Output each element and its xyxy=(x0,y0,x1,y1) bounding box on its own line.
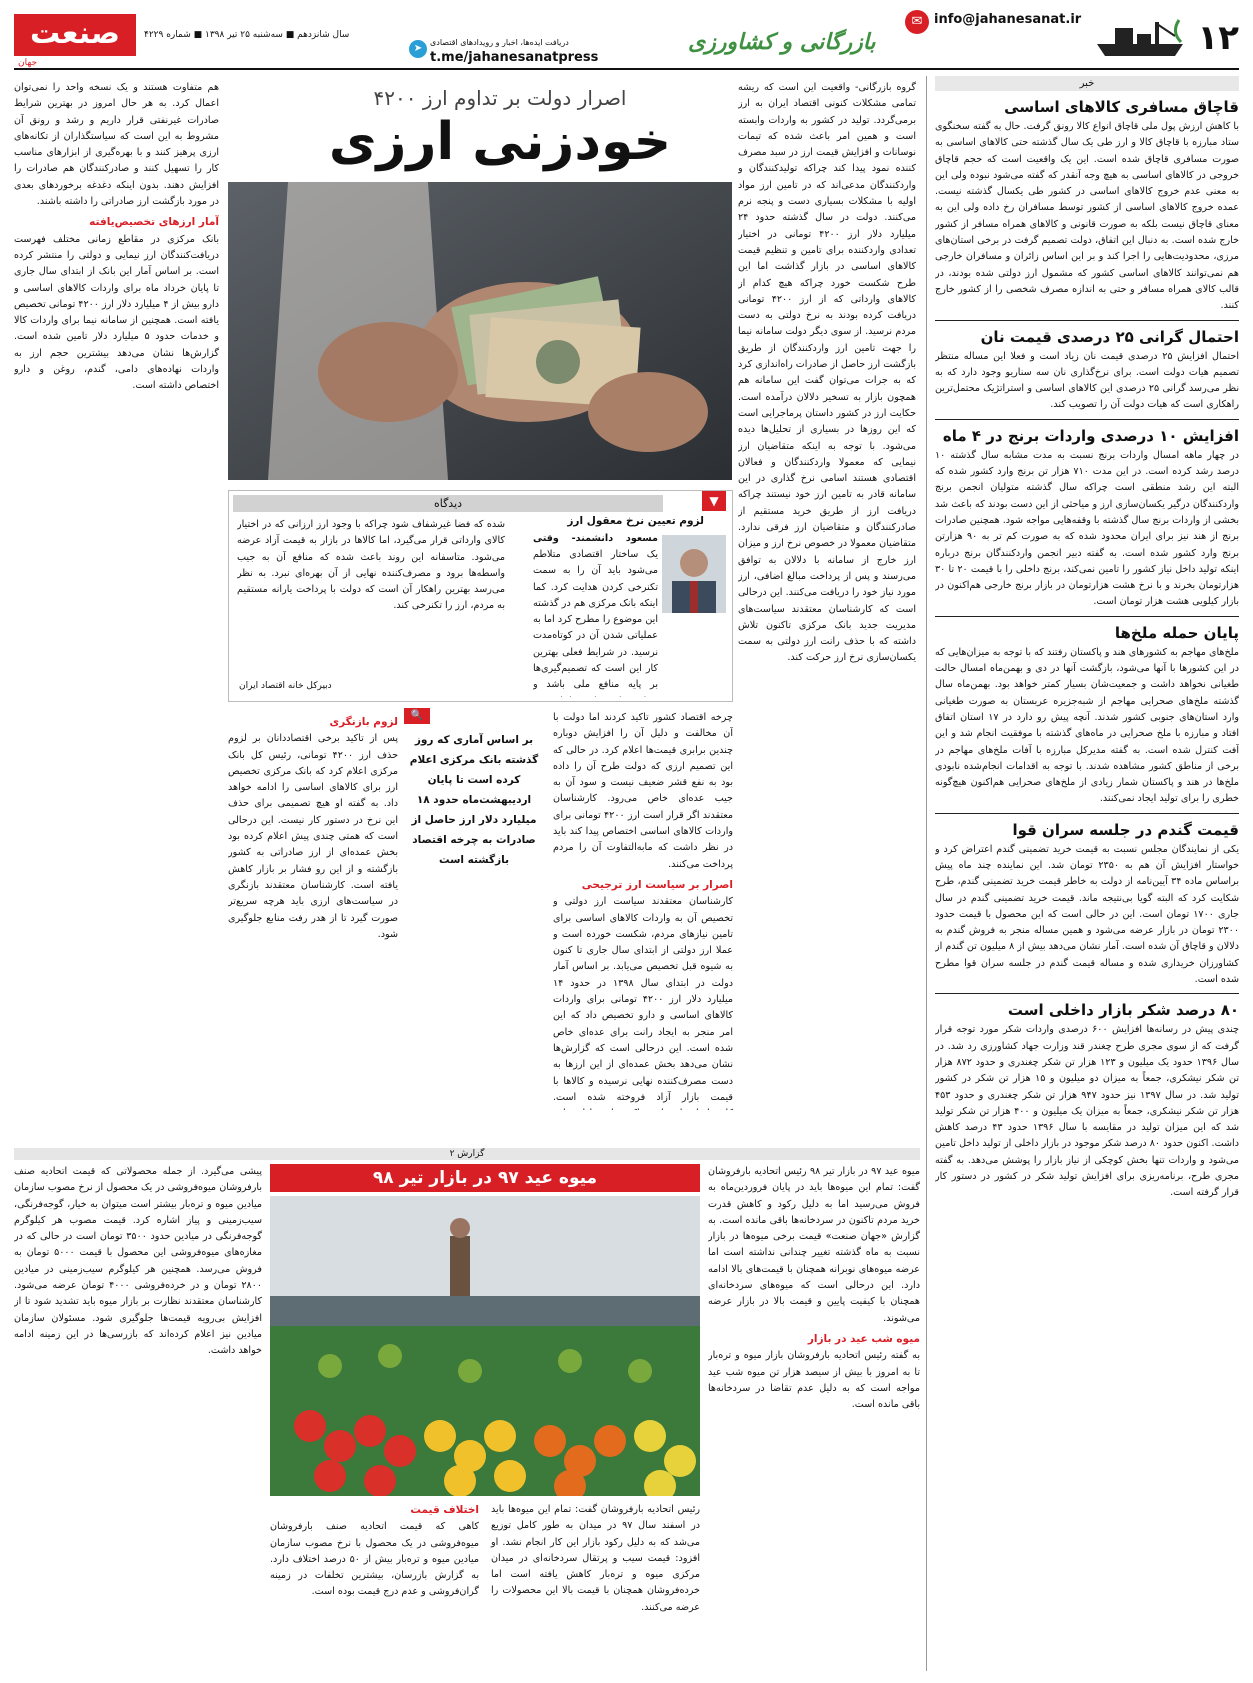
article-col-2b-text: کارشناسان معتقدند سیاست ارز دولتی و تخصیص آن به واردات کالاهای اساسی برای تامین نیازهای مردم، شکست خورده است و عملا ارز دولتی از ابتدای سال جاری تا کنون به شیوه قبل تخصیص می‌یابد. بر اساس آمار دولت در ابتدای سال ۱۳۹۸ در حدود ۱۴ میلیارد دلار ارز ۴۲۰۰ تومانی برای واردات کالاهای اساسی و دارو تخصیص داد که این امر منجر به ایجاد رانت برای عده‌ای خاص شده است. این درحالی است که گزارش‌ها نشان می‌دهد بخش عمده‌ای از این ارزها به دست مصرف‌کننده نهایی نرسیده و کالاها با قیمت بازار آزاد فروخته شده است. xyxy=(553,896,733,1103)
quote-text: بر اساس آماری که روز گذشته بانک مرکزی اعلام کرده است تا پایان اردیبهشت‌ماه حدود ۱۸ میلیارد دلار ارز حاصل از صادرات به چرخه اقتصاد بازگشته است xyxy=(409,734,539,866)
article-headline: خودزنی ارزی xyxy=(328,112,672,172)
article-kicker: اصرار دولت بر تداوم ارز ۴۲۰۰ xyxy=(373,86,627,110)
news-item xyxy=(935,623,1239,808)
report-col-2 xyxy=(270,1502,700,1674)
email-icon: ✉ xyxy=(905,10,929,34)
money-photo xyxy=(228,182,732,480)
email-address[interactable]: info@jahanesanat.ir xyxy=(934,12,1082,27)
news-body: در چهار ماهه امسال واردات برنج نسبت به مدت مشابه سال گذشته ۱۰ درصد رشد کرده است. در این مدت ۷۱۰ هزار تن برنج وارد کشور شده که البته این رشد منطقی است چراکه سال گذشته متولیان انجمن برنج واردکنندگان درگیر یکسان‌سازی ارز و میاحثی از این دست بودند که باعث شد بخشی از واردات برنج سال گذشته با وقفه‌هایی مواجه شود. همچنین صادرات برنج از هند نیز برای ایران محدود شده که به صورت کم تر به ۹۰ هزارتن برنج وارد کشور شده است. به گفته دبیر انجمن واردکنندگان برنج درباره اینکه تولید داخل نیاز کشور را تامین نمی‌کند، برنج داخلی را با قیمت ۲۰ تا ۳۰ هزارتومان بخرند و با نرخ هشت هزارتومان در بازار برنج خارجی هم‌اکنون در بازار کیلویی هشت هزار تومان است. xyxy=(935,449,1239,608)
quote-icon: 🔍 xyxy=(404,708,430,724)
subhead: لزوم بازنگری xyxy=(329,716,398,728)
report-col-2-text: رئیس اتحادیه بارفروشان گفت: تمام این میوه‌ها باید در اسفند سال ۹۷ در میدان به طور کامل توزیع می‌شد که به دلیل رکود بازار این کار انجام نشد. او افزود: قیمت سیب و پرتقال سردخانه‌ای در میدان مرکزی میوه و تره‌بار کاهش یافته است اما خرده‌فروشان همچنان با قیمت بالا این محصولات را عرضه می‌کنند. xyxy=(491,1504,700,1613)
subhead: اختلاف قیمت xyxy=(410,1504,479,1516)
news-title: پایان حمله ملخ‌ها xyxy=(1114,623,1239,642)
section-title: بازرگانی و کشاورزی xyxy=(688,30,876,55)
telegram-label: دریافت ایده‌ها، اخبار و رویدادهای اقتصادی xyxy=(430,38,569,47)
opinion-title: لزوم تعیین نرخ معقول ارز xyxy=(567,515,704,527)
news-body: با کاهش ارزش پول ملی قاچاق انواع کالا رونق گرفت. حال به گفته سخنگوی ستاد مبارزه با قاچاق کالا و ارز طی یک سال گذشته حتی کالاهای اساسی به صورت مسافری قاچاق شده است. این یک واقعیت است که حجم قاچاق خروجی در کالاهای اساسی به هیچ وجه آنقدر که گفته می‌شود نبوده ولی این به معنی عدم خروج کالاهای اساسی در کشور طی یکسال گذشته نیست. عمده خروج کالاهای اساسی از کشور توسط مسافران رخ داده ولی این به معنای قاچاق نیست بلکه به صورت قانونی و کالاهای همراه مسافر از کشور خارج شده است. به دنبال این اتفاق، دولت تصمیم گرفت در برخی استان‌های مرزی، محدودیت‌هایی را اجرا کند و بر این اساس زائران و مسافران خارجی هم نمی‌توانند کالاهای اساسی کشور که مشمول ارز دولتی شده بودند، در قالب کالای همراه مسافر و حتی به اندازه مصرف شخصی را از کشور خارج کنند. xyxy=(935,121,1239,312)
page-number: ۱۲ xyxy=(1197,18,1239,58)
quote-box xyxy=(404,708,544,878)
article-col-4 xyxy=(14,80,219,1110)
opinion-text-2: شده که فضا غیرشفاف شود چراکه با وجود ارز ارزانی که در اختیار کالای وارداتی قرار می‌گیرد، اما کالاها در بازار به قیمت آزاد عرضه می‌شود. متاسفانه این روند باعث شده که منافع آن به جیب واسطه‌ها برود و مصرف‌کننده نهایی از آن بهره‌ای نبرد. به نظر می‌رسد بهترین راهکار آن است که دولت با پرداخت یارانه مستقیم به مردم، ارز را تکنرخی کند. xyxy=(237,519,505,612)
ship-logo-icon xyxy=(1095,14,1185,60)
news-body: یکی از نمایندگان مجلس نسبت به قیمت خرید تضمینی گندم اعتراض کرد و خواستار افزایش آن هم به ۲۳۵۰ تومان شد. این نماینده چند ماه پیش براساس ماده ۳۴ آیین‌نامه از دولت به خاطر قیمت خرید تضمینی گندم، طرح شکایت کرد که البته گویا بی‌نتیجه ماند. قیمت خرید تضمینی گندم در سال جاری ۱۷۰۰ تومان است. این در حالی است که این محصول با قیمت حدود ۲۳۰۰ تومان در بازار عرضه می‌شود و همین مساله منجر به فروش گندم به دلالان و قاچاق آن شده است. آمار نشان می‌دهد بیش از ۸ میلیون تن گندم از کشاورزان خریداری شده و مساله قیمت گندم در جلسه سران قوا مطرح شده است. xyxy=(935,843,1239,986)
report-title-bar xyxy=(270,1164,700,1192)
news-item xyxy=(935,1000,1239,1201)
news-item xyxy=(935,327,1239,414)
news-title: افزایش ۱۰ درصدی واردات برنج در ۴ ماه xyxy=(942,426,1239,445)
news-title: قیمت گندم در جلسه سران قوا xyxy=(1012,820,1239,839)
issue-line: سال شانزدهم ■ سه‌شنبه ۲۵ تیر ۱۳۹۸ ■ شماره ۴۲۲۹ xyxy=(144,30,350,40)
news-item xyxy=(935,426,1239,611)
column-divider xyxy=(926,76,927,1671)
opinion-signature: دبیرکل خانه اقتصاد ایران xyxy=(239,681,332,691)
article-col-3-text: پس از تاکید برخی اقتصاددانان بر لزوم حذف ارز ۴۲۰۰ تومانی، رئیس کل بانک مرکزی اعلام کرد که بانک مرکزی تخصیص ارز برای کالاهای اساسی را ادامه خواهد داد. به گفته او هیچ تصمیمی برای حذف این نرخ در دستور کار نیست. این درحالی است که همتی چندی پیش اعلام کرده بود بخش عمده‌ای از ارز صادراتی به کشور بازگشته و از این رو فشار بر بازار کاهش یافته است. کارشناسان معتقدند بازنگری در سیاست‌های ارزی باید هرچه سریع‌تر صورت گیرد تا از هدر رفت منابع جلوگیری شود. xyxy=(228,733,398,940)
article-col-4b-text: بانک مرکزی در مقاطع زمانی مختلف فهرست دریافت‌کنندگان ارز نیمایی و دولتی را منتشر کرده است. بر اساس آمار این بانک از ابتدای سال جاری تا پایان خرداد ماه برای واردات کالاهای اساسی و دارو بیش از ۴ میلیارد دلار ارز ۴۲۰۰ تومانی تخصیص یافته است. همچنین از سامانه نیما برای واردات کالا و خدمات حدود ۵ میلیارد دلار تامین شده است. گزارش‌ها نشان می‌دهد بیشترین حجم ارز به واردات نهاده‌های دامی، گندم، روغن و دارو اختصاص داشته است. xyxy=(14,233,219,392)
news-body: احتمال افزایش ۲۵ درصدی قیمت نان زیاد است و فعلا این مساله منتظر تصمیم هیات دولت است. برای نرخ‌گذاری نان سه سناریو وجود دارد که به نظر می‌رسد گرانی ۲۵ درصدی این کالاهای اساسی و استراتژیک محتمل‌ترین راهکاری است که هیات دولت آن را تصویب کند. xyxy=(935,350,1239,411)
logo-text: صنعت xyxy=(30,16,120,51)
opinion-arrow-icon: ▼ xyxy=(702,491,726,511)
news-item xyxy=(935,97,1239,315)
news-label: خبر xyxy=(935,76,1239,91)
report-label: گزارش ۲ xyxy=(14,1148,920,1160)
article-col-1: گروه بازرگانی- واقعیت این است که ریشه تمامی مشکلات کنونی اقتصاد ایران به ارز برمی‌گردد. تولید در کشور به واردات وابسته است و همین امر باعث شده که تیمات نوسانات و افزایش قیمت ارز در سبد مصرف کننده نمود پیدا کند چراکه تولیدکنندگان و واردکنندگان مدعی‌اند که در تامین ارز مواد اولیه با مشکلات بسیاری دست و پنجه نرم می‌کنند. دولت در سال گذشته حدود ۲۴ میلیارد دلار ارز ۴۲۰۰ تومانی در اختیار تعدادی واردکننده برای تامین و تنظیم قیمت کالاهای اساسی در بازار گذاشت اما این طرح شکست خورد چراکه هیچ کدام از کالاهای وارداتی که از ارز ۴۲۰۰ تومانی دریافت کرده بودند به نرخ دولتی به دست مردم نرسید. از سوی دیگر دولت سامانه نیما را جهت تامین ارز واردکنندگان از طریق بازگشت ارز حاصل از صادرات راه‌اندازی کرد که به جرات می‌توان گفت این سامانه هم همچون بازار به تسخیر دلالان درآمده است. حکایت ارز در کشور داستان پرماجرایی است که این روزها در بسیاری از تحلیل‌ها دیده می‌شود. با توجه به اینکه متقاضیان ارز نیمایی که معمولا واردکنندگان و فعالان اقتصادی هستند اسامی نرخ گذاری در این سامانه قادر به تامین ارز خود نیستند چراکه دریافت ارز از طریق خرید مستقیم از صادرکنندگان و متقاضیان ارز فرقی ندارد. متقاضیان معمولا در خصوص نرخ ارز و میزان ارز خارج از سامانه با دلالان به توافق می‌رسند و پس از پرداخت مبالغ اضافی، ارز مورد نیاز خود را دریافت می‌کنند. این درحالی است که کارشناسان معتقدند سیاست‌های مدیریت جدید بانک مرکزی تاکنون تلاش داشته که با حذف رانت ارز دولتی به سمت یکسان‌سازی نرخ ارز حرکت کند. xyxy=(738,82,916,664)
opinion-author: مسعود دانشمند- وقتی xyxy=(533,533,658,544)
author-photo xyxy=(662,535,726,613)
telegram-icon: ➤ xyxy=(409,40,427,58)
news-body: چندی پیش در رسانه‌ها افزایش ۶۰۰ درصدی واردات شکر مورد توجه قرار گرفت که از سوی مجری طرح چغندر قند وزارت جهاد کشاورزی رد شد. در سال ۱۳۹۶ حدود یک میلیون و ۱۲۳ هزار تن شکر چغندری و حدود ۸۷۲ هزار تن شکر نیشکری، جمعاً به میزان دو میلیون و ۱۵ هزار تن شکر در کشور تولید شد. در سال ۱۳۹۷ نیز حدود ۹۴۷ هزار تن شکر چغندری و حدود ۴۵۳ هزار تن شکر نیشکری، جمعاً به میزان یک میلیون و ۴۰۰ هزار تن شکر تولید شد که این میزان تولید در مقایسه با سال ۱۳۹۶ حدود ۴۳ درصد کاهش داشت. اکنون حدود ۸۰ درصد شکر موجود در بازار داخلی از تولید داخل تامین می‌شود و واردات تنها بخش کوچکی از نیاز بازار را پوشش می‌دهد. به گفته مجری طرح، برنامه‌ریزی برای افزایش تولید شکر در کشور در دستور کار قرار گرفته است. xyxy=(935,1024,1239,1199)
opinion-label: دیدگاه xyxy=(233,495,663,512)
fruit-photo xyxy=(270,1196,700,1496)
report-col-3: پیشی می‌گیرد. از جمله محصولاتی که قیمت اتحادیه صنف بارفروشان میوه‌فروشی در یک محصول از نرخ مصوب سازمان میادین میوه و تره‌بار بیشتر است میتوان به خیار، گوجه‌فرنگی، سیب‌زمینی و پیاز اشاره کرد. قیمت مصوب هر کیلوگرم گوجه‌فرنگی در میادین حدود ۳۵۰۰ تومان است در حالی که در مغازه‌های میوه‌فروشی این محصول با قیمت ۵۰۰۰ تومان به فروش می‌رسد. همچنین هر کیلوگرم سیب‌زمینی در میادین ۲۸۰۰ تومان و در خرده‌فروشی ۴۰۰۰ تومان عرضه می‌شود. کارشناسان معتقدند نظارت بر بازار میوه باید تشدید شود تا از افزایش بی‌رویه قیمت‌ها جلوگیری شود. مسئولان سازمان میادین نیز اعلام کرده‌اند که بازرسی‌ها در این زمینه ادامه خواهد داشت. xyxy=(14,1166,262,1357)
subhead: آمار ارزهای تخصیص‌یافته xyxy=(89,216,219,229)
subhead: میوه شب عید در بازار xyxy=(807,1332,920,1345)
article-col-3 xyxy=(228,710,398,1115)
news-list xyxy=(935,91,1239,1671)
report-title: میوه عید ۹۷ در بازار تیر ۹۸ xyxy=(372,1168,598,1188)
telegram-link[interactable]: t.me/jahanesanatpress xyxy=(430,50,599,65)
article-col-4-text: هم متفاوت هستند و یک نسخه واحد را نمی‌توان اعمال کرد. به هر حال امروز در بهترین شرایط صادرات غیرنفتی قرار داریم و رشد و رونق آن مشروط به این است که سیاستگذاران از تکانه‌های ارزی پرهیز کنند و با بهره‌گیری از ابزارهای مناسب کار را تسهیل کنند و صادرکنندگان هم صادرات را افزایش دهند. بدون اینکه دغدغه برخوردهای بعدی در مورد بازگشت ارز صادراتی را داشته باشند. xyxy=(14,82,219,208)
page-header xyxy=(0,0,1253,70)
report-col-1b-text: به گفته رئیس اتحادیه بارفروشان بازار میوه و تره‌بار تا به امروز با بیش از سیصد هزار تن میوه شب عید مواجه است که به دلیل عدم تقاضا در سردخانه‌ها باقی مانده است. xyxy=(708,1350,920,1411)
news-title: ۸۰ درصد شکر بازار داخلی است xyxy=(1007,1001,1239,1020)
newspaper-logo xyxy=(14,14,136,56)
logo-small: جهان xyxy=(18,58,38,68)
news-title: قاچاق مسافری کالاهای اساسی xyxy=(1004,98,1239,116)
report-col-2b-text: کاهی که قیمت اتحادیه صنف بارفروشان میوه‌فروشی در یک محصول با نرخ مصوب سازمان میادین میوه و تره‌بار بیش از ۵۰ درصد اختلاف دارد. به گزارش بازرسان، بیشترین تخلفات در زمینه گران‌فروشی و عدم درج قیمت بوده است. xyxy=(270,1521,479,1598)
news-item xyxy=(935,820,1239,989)
news-column xyxy=(935,76,1239,1676)
report-col-1-text: میوه عید ۹۷ در بازار تیر ۹۸ رئیس اتحادیه بارفروشان گفت: تمام این میوه‌ها باید در پایان فروردین‌ماه به فروش می‌رسید اما به دلیل رکود و کاهش قدرت خرید مردم تاکنون در سردخانه‌ها باقی مانده است. به گزارش «جهان صنعت» قیمت برخی میوه‌ها در بازار نسبت به ماه گذشته تغییر چندانی نداشته است اما عرضه میوه‌های نوبرانه همچنان با قیمت‌های بالا ادامه دارد. این درحالی است که میوه‌های سردخانه‌ای همچنان با کیفیت پایین و قیمت بالا در بازار عرضه می‌شوند. xyxy=(708,1166,920,1324)
article-col-2-text: چرخه اقتصاد کشور تاکید کردند اما دولت با آن مخالفت و دلیل آن را افزایش دوباره چندین برابری قیمت‌ها اعلام کرد. در حالی که این تصمیم ارزی که دولت طرح آن را داده بود به نفع قشر ضعیف نیست و سود آن به جیب عده‌ای خاص می‌رود. کارشناسان معتقدند اگر قرار است ارز ۴۲۰۰ تومانی برای واردات کالاهای اساسی اختصاص پیدا کند باید در نظر داشت که مابه‌التفاوت آن را مردم پرداخت می‌کنند. xyxy=(553,712,733,870)
opinion-box xyxy=(228,490,733,702)
header-rule xyxy=(14,68,1239,70)
subhead: اصرار بر سیاست ارز ترجیحی xyxy=(581,878,733,891)
article-col-2 xyxy=(553,710,733,1110)
report-col-1 xyxy=(708,1164,920,1674)
news-body: ملخ‌های مهاجم به کشورهای هند و پاکستان رفتند که با توجه به میزان‌هایی که در این کشورها با آنها می‌شود، بازگشت آنها در دی و بهمن‌ماه امسال حالت طغیانی نخواهد داشت و جمعیت‌شان بسیار کمتر خواهد بود. بهمن‌ماه سال گذشته ملخ‌های صحرایی مهاجم از شبه‌جزیره عربستان به صورت طغیانی وارد استان‌های جنوبی کشور شدند. آنچه پیش رو دارد در ۱۷ استان اتفاق افتاد و مبارزه با ملخ صحرایی در ماه‌های گذشته با موفقیت انجام شد و این آفت کنترل شده است. به گفته مدیرکل مبارزه با آفات ملخ‌های مهاجم در برخی از مناطق کشور مشاهده شدند. با توجه به اقدامات انجام‌شده نابودی ملخ‌ها در هند و پاکستان شمار زیادی از ملخ‌های صحرایی هم‌اکنون هیچ‌گونه خطری را برای تولید ایجاد نمی‌کنند. xyxy=(935,646,1239,805)
opinion-text-1: یک ساختار اقتصادی متلاطم می‌شود باید آن را به سمت تکنرخی کردن هدایت کرد. کما اینکه بانک مرکزی هم در گذشته این موضوع را مطرح کرد اما به عملیاتی شدن آن در کوتاه‌مدت نرسید. در شرایط فعلی بهترین کار این است که تصمیم‌گیری‌ها بر پایه منافع ملی باشد و xyxy=(533,549,658,691)
news-title: احتمال گرانی ۲۵ درصدی قیمت نان xyxy=(980,327,1239,346)
